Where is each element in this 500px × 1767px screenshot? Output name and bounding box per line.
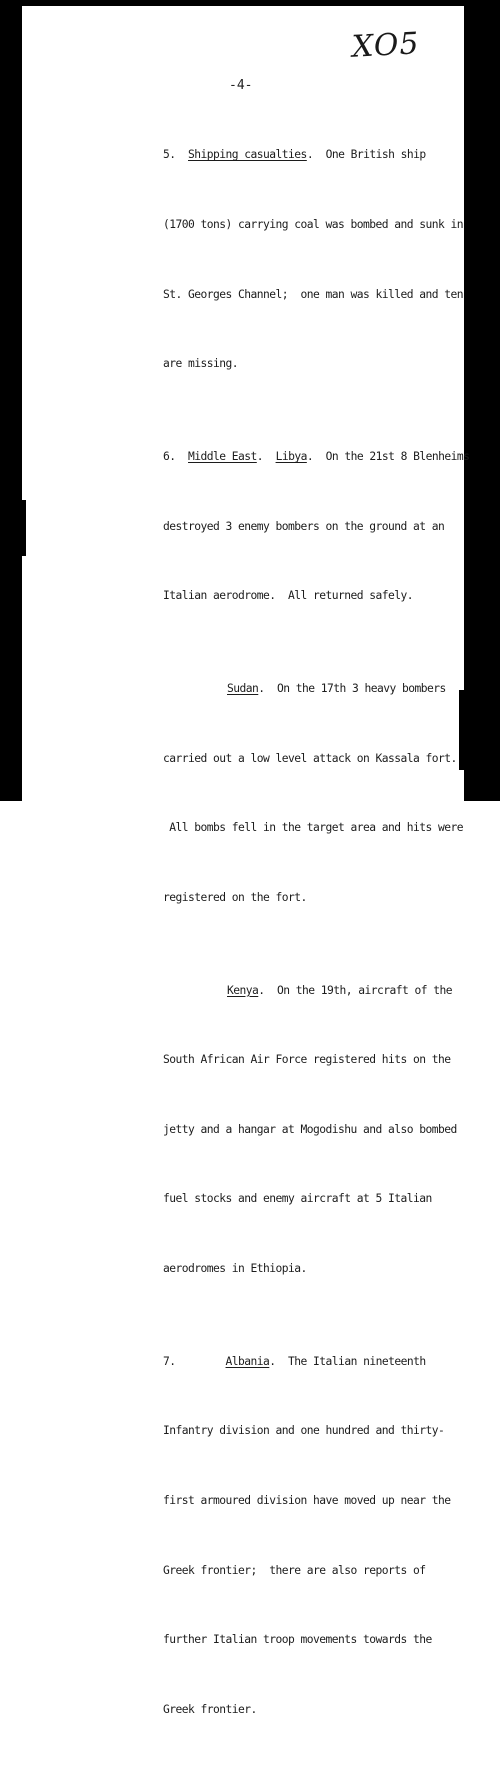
- kenya-line1: [163, 979, 463, 1002]
- scan-border-right: [464, 0, 500, 801]
- libya-line1-text: . On the 21st 8 Blenheims: [306, 449, 470, 463]
- para7-line1-text: . The Italian nineteenth: [269, 1354, 426, 1368]
- para5-heading: Shipping casualties: [188, 148, 307, 162]
- para7-line2: Infantry division and one hundred and thirty-: [163, 1424, 445, 1438]
- libya-line2: destroyed 3 enemy bombers on the ground at an: [163, 519, 445, 533]
- kenya-line1-text: . On the 19th, aircraft of the: [258, 983, 453, 997]
- para5-number: 5.: [163, 148, 176, 162]
- subheading-kenya: Kenya: [227, 983, 259, 997]
- kenya-line2: South African Air Force registered hits on the: [163, 1053, 451, 1067]
- para5-line2: (1700 tons) carrying coal was bombed and sunk in: [163, 218, 464, 231]
- kenya-line5: aerodromes in Ethiopia.: [163, 1261, 307, 1275]
- subheading-sudan: Sudan: [227, 681, 259, 695]
- subheading-libya: Libya: [275, 449, 307, 463]
- kenya-line3: jetty and a hangar at Mogodishu and also bombed: [163, 1122, 457, 1136]
- libya-line3: Italian aerodrome. All returned safely.: [163, 589, 414, 603]
- para6-separator: .: [256, 449, 276, 463]
- sudan-line1-text: . On the 17th 3 heavy bombers: [258, 681, 446, 695]
- para7-gap: [176, 1355, 226, 1368]
- para7-number: 7.: [163, 1354, 176, 1368]
- sudan-line4: registered on the fort.: [163, 890, 307, 904]
- scan-border-left: [0, 0, 22, 801]
- scan-border-top: [0, 0, 500, 6]
- handwritten-reference-mark: XO5: [351, 26, 421, 65]
- para7-line6: Greek frontier.: [163, 1702, 257, 1716]
- para7-heading: Albania: [225, 1354, 270, 1368]
- para6-line1: [163, 445, 470, 468]
- sudan-line3: All bombs fell in the target area and hits were: [163, 821, 464, 835]
- para6-heading: Middle East: [188, 449, 257, 463]
- para5-line1-text: . One British ship: [306, 148, 426, 162]
- para7-line1: [163, 1350, 463, 1373]
- para5-line3: St. Georges Channel; one man was killed and ten: [163, 287, 464, 301]
- scan-border-left-notch: [20, 500, 26, 556]
- sudan-line1: [163, 677, 463, 700]
- sudan-line2: carried out a low level attack on Kassala fort.: [163, 751, 457, 765]
- para7-line4: Greek frontier; there are also reports of: [163, 1563, 426, 1577]
- page-number: -4-: [229, 78, 253, 93]
- kenya-line4: fuel stocks and enemy aircraft at 5 Italian: [163, 1192, 432, 1206]
- para7-line5: further Italian troop movements towards the: [163, 1633, 432, 1647]
- document-body: [163, 97, 470, 1767]
- para5-line1: [163, 143, 463, 166]
- para6-number: 6.: [163, 449, 176, 463]
- para7-line3: first armoured division have moved up near the: [163, 1493, 451, 1507]
- para5-line4: are missing.: [163, 357, 239, 371]
